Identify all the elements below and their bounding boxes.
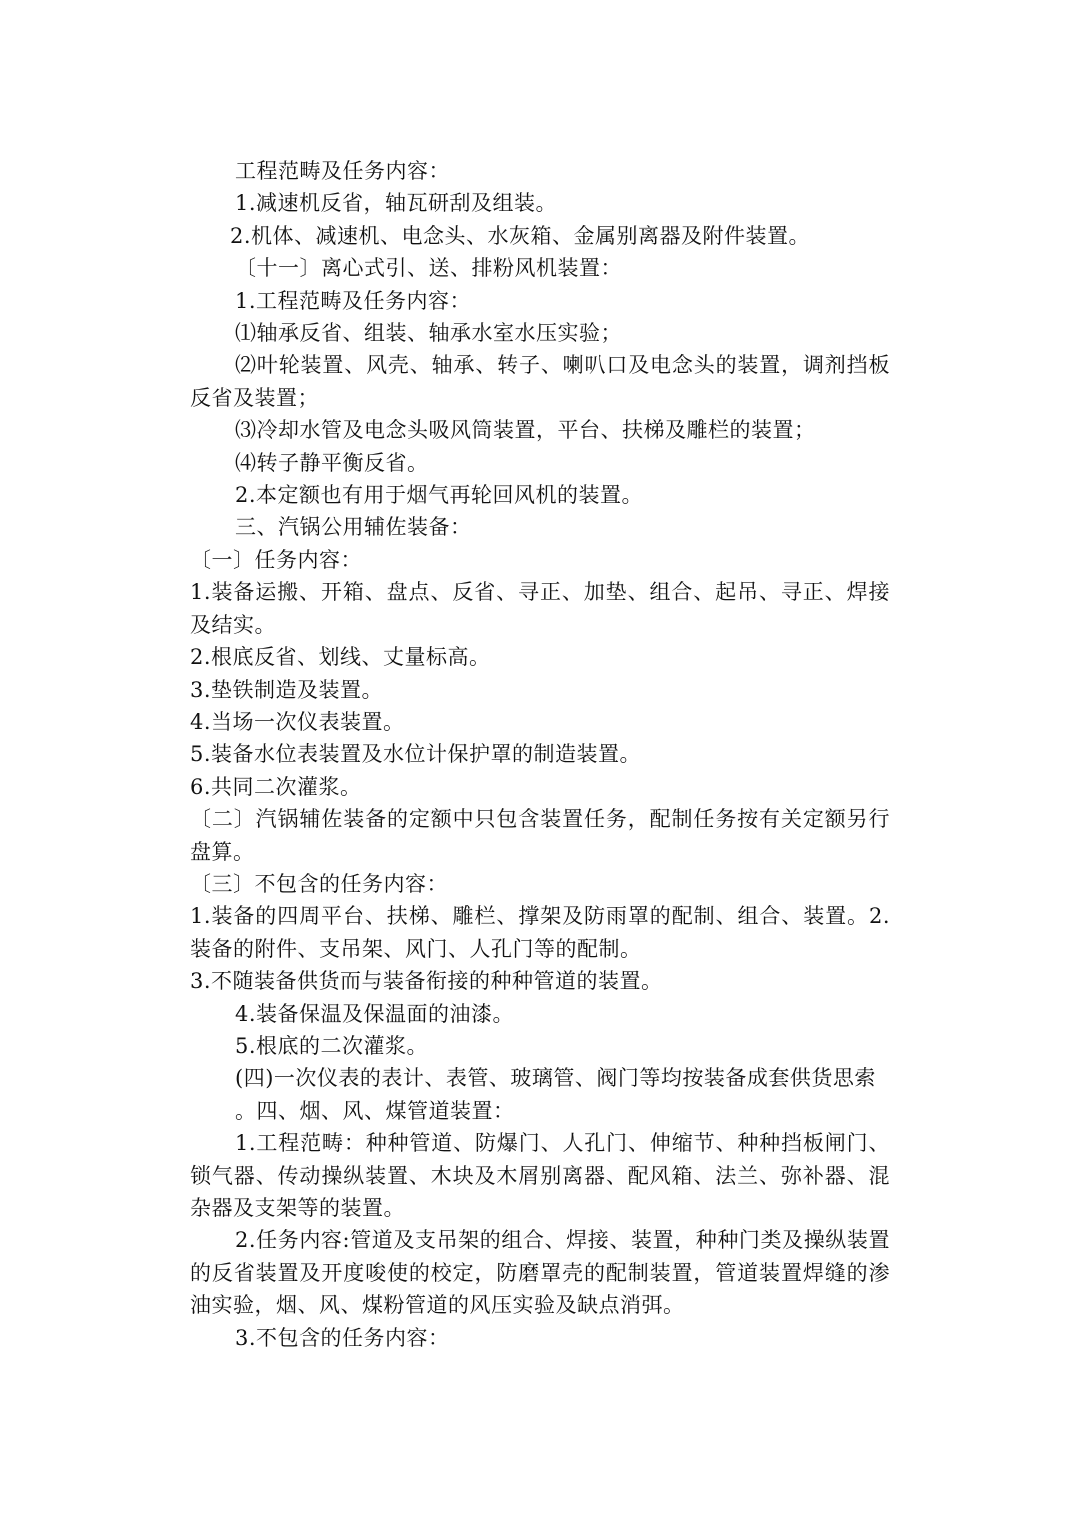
paragraph: 5.装备水位表装置及水位计保护罩的制造装置。 (190, 742, 642, 767)
paragraph: 1.减速机反省，轴瓦研刮及组装。 (235, 191, 558, 216)
paragraph: 2.机体、减速机、电念头、水灰箱、金属别离器及附件装置。 (230, 223, 811, 248)
paragraph: 1.装备的四周平台、扶梯、雕栏、撑架及防雨罩的配制、组合、装置。2.装备的附件、支吊架、风门、人孔门等的配制。 (190, 904, 890, 961)
paragraph: 。四、烟、风、煤管道装置： (235, 1098, 515, 1123)
paragraph: 〔十一〕离心式引、送、排粉风机装置： (235, 256, 622, 281)
paragraph: ⑴轴承反省、组装、轴承水室水压实验； (235, 321, 622, 346)
paragraph: 2.本定额也有用于烟气再轮回风机的装置。 (235, 483, 644, 508)
paragraph: ⑵叶轮装置、风壳、轴承、转子、喇叭口及电念头的装置，调剂挡板反省及装置； (190, 353, 890, 410)
paragraph: 4.当场一次仪表装置。 (190, 709, 405, 734)
paragraph: 3.不包含的任务内容： (235, 1325, 450, 1350)
paragraph: 工程范畴及任务内容： (235, 159, 450, 183)
paragraph: 〔三〕不包含的任务内容： (190, 871, 448, 896)
paragraph: ⑷转子静平衡反省。 (235, 450, 429, 475)
paragraph: 2.任务内容:管道及支吊架的组合、焊接、装置，种种门类及操纵装置的反省装置及开度唆使的校定，防磨罩壳的配制装置，管道装置焊缝的渗油实验，烟、风、煤粉管道的风压实验及缺点消弭。 (190, 1228, 890, 1318)
paragraph: 1.工程范畴及任务内容： (235, 288, 472, 313)
paragraph: 三、汽锅公用辅佐装备： (235, 515, 472, 540)
paragraph: (四)一次仪表的表计、表管、玻璃管、阀门等均按装备成套供货思索 (235, 1066, 876, 1091)
paragraph: 2.根底反省、划线、丈量标高。 (190, 645, 491, 670)
paragraph: 3.垫铁制造及装置。 (190, 677, 384, 702)
document-body (190, 155, 890, 1354)
paragraph: 4.装备保温及保温面的油漆。 (235, 1001, 515, 1026)
paragraph: 5.根底的二次灌浆。 (235, 1033, 429, 1058)
paragraph: 1.工程范畴：种种管道、防爆门、人孔门、伸缩节、种种挡板闸门、锁气器、传动操纵装置、木块及木屑别离器、配风箱、法兰、弥补器、混杂器及支架等的装置。 (190, 1131, 890, 1220)
paragraph: ⑶冷却水管及电念头吸风筒装置，平台、扶梯及雕栏的装置； (235, 418, 816, 443)
paragraph: 〔一〕任务内容： (190, 547, 362, 572)
paragraph: 6.共同二次灌浆。 (190, 774, 362, 799)
paragraph: 1.装备运搬、开箱、盘点、反省、寻正、加垫、组合、起吊、寻正、焊接及结实。 (190, 580, 890, 637)
paragraph: 〔二〕汽锅辅佐装备的定额中只包含装置任务，配制任务按有关定额另行盘算。 (190, 807, 890, 864)
paragraph: 3.不随装备供货而与装备衔接的种种管道的装置。 (190, 969, 663, 994)
